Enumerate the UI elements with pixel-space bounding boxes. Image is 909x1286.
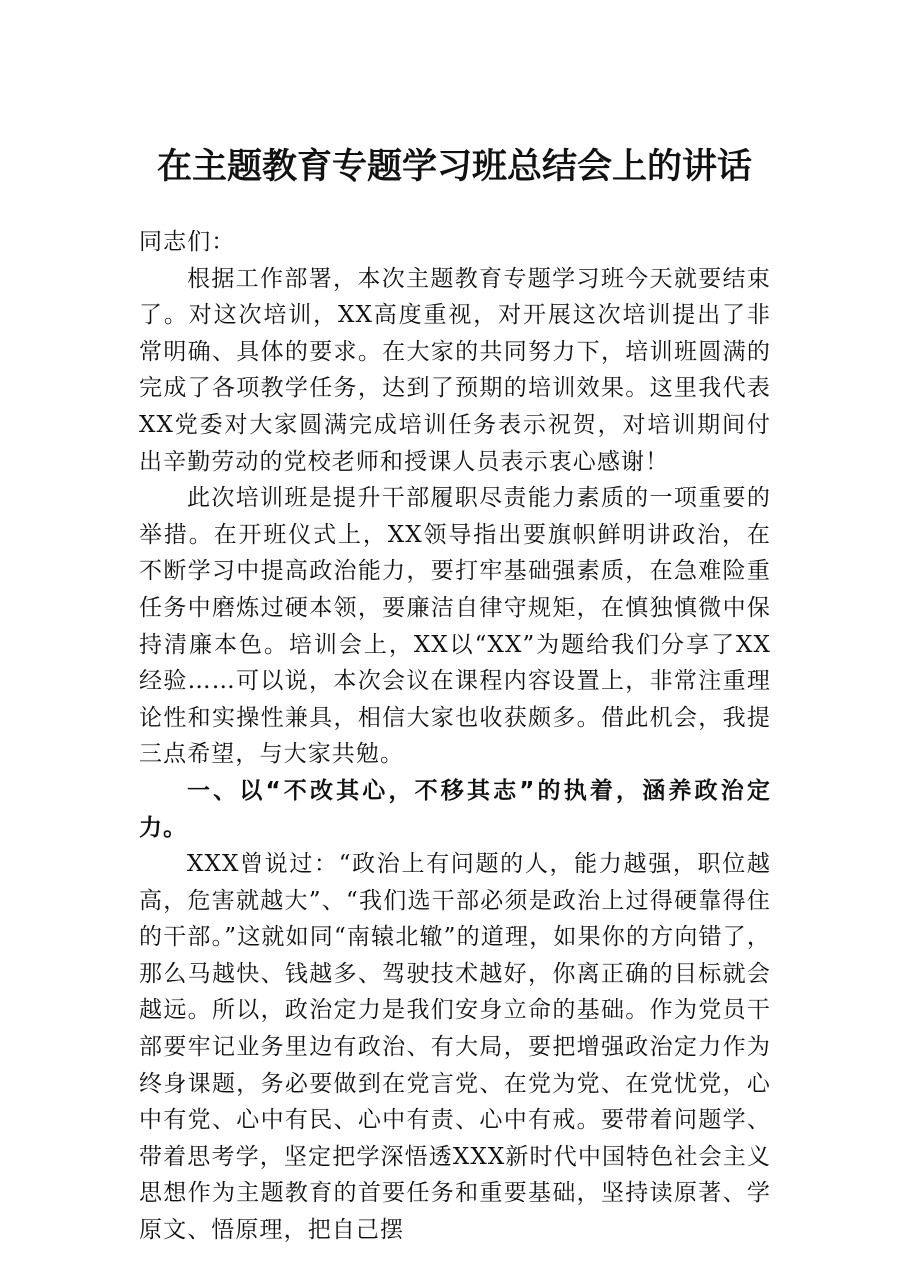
- salutation: 同志们：: [139, 229, 236, 255]
- paragraph-2: 此次培训班是提升干部履职尽责能力素质的一项重要的举措。在开班仪式上，XX领导指出要旗帜鲜明讲政治，在不断学习中提高政治能力，要打牢基础强素质，在急难险重任务中磨炼过硬本领，要廉洁自律守规矩，在慎独慎微中保持清廉本色。培训会上，XX以“XX”为题给我们分享了XX经验……可以说，本次会议在课程内容设置上，非常注重理论性和实操性兼具，相信大家也收获颇多。借此机会，我提三点希望，与大家共勉。: [139, 485, 771, 768]
- section-heading-1: 一、以“不改其心，不移其志”的执着，涵养政治定力。: [139, 777, 771, 841]
- document-body: [139, 224, 771, 1249]
- paragraph-1: 根据工作部署，本次主题教育专题学习班今天就要结束了。对这次培训，XX高度重视，对开展这次培训提出了非常明确、具体的要求。在大家的共同努力下，培训班圆满的完成了各项教学任务，达到了预期的培训效果。这里我代表XX党委对大家圆满完成培训任务表示祝贺，对培训期间付出辛勤劳动的党校老师和授课人员表示衷心感谢！: [139, 265, 771, 475]
- paragraph-3: XXX曾说过：“政治上有问题的人，能力越强，职位越高，危害就越大”、“我们选干部必须是政治上过得硬靠得住的干部。”这就如同“南辕北辙”的道理，如果你的方向错了，那么马越快、钱越多、驾驶技术越好，你离正确的目标就会越远。所以，政治定力是我们安身立命的基础。作为党员干部要牢记业务里边有政治、有大局，要把增强政治定力作为终身课题，务必要做到在党言党、在党为党、在党忧党，心中有党、心中有民、心中有责、心中有戒。要带着问题学、带着思考学，坚定把学深悟透XXX新时代中国特色社会主义思想作为主题教育的首要任务和重要基础，坚持读原著、学原文、悟原理，把自己摆: [139, 851, 771, 1244]
- document-title: 在主题教育专题学习班总结会上的讲话: [156, 146, 752, 187]
